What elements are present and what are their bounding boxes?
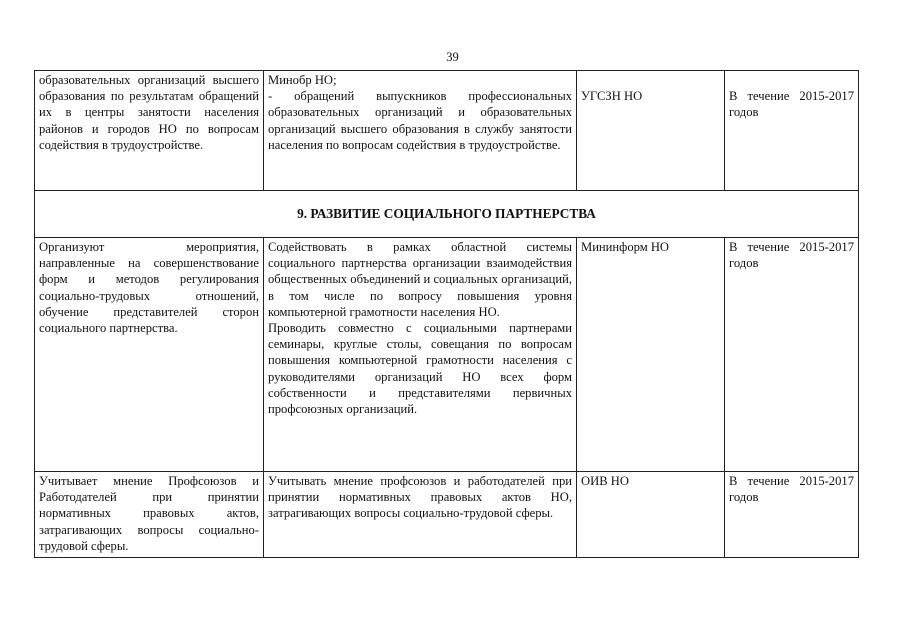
executor-text: ОИВ НО (581, 474, 629, 488)
executor-text: Мининформ НО (581, 240, 670, 254)
table-cell-measure (264, 238, 577, 472)
measure-text-line1: Минобр НО; (268, 73, 337, 87)
table-row (35, 71, 859, 191)
table-cell-deadline (725, 71, 859, 191)
activity-text: Учитывает мнение Профсоюзов и Работодателей при принятии нормативных правовых актов, затрагивающих вопросы социально-трудовой сферы. (39, 474, 259, 553)
deadline-text: В течение 2015-2017 годов (729, 89, 854, 120)
measure-text-line2: - обращений выпускников профессиональных образовательных организаций и образовательных организаций высшего образования в службу занятости населения по вопросам содействия в трудоустройстве. (268, 89, 572, 152)
table-cell-measure (264, 71, 577, 191)
section-heading: 9. РАЗВИТИЕ СОЦИАЛЬНОГО ПАРТНЕРСТВА (35, 191, 859, 238)
table-cell-deadline (725, 472, 859, 558)
table-row (35, 472, 859, 558)
deadline-text: В течение 2015-2017 годов (729, 240, 854, 271)
executor-text: УГСЗН НО (581, 89, 643, 103)
table-cell-executor (577, 71, 725, 191)
table-cell-measure (264, 472, 577, 558)
measure-text: Учитывать мнение профсоюзов и работодателей при принятии нормативных правовых актов НО, затрагивающих вопросы социально-трудовой сферы. (268, 474, 572, 521)
activity-text: Организуют мероприятия, направленные на совершенствование форм и методов регулирования социально-трудовых отношений, обучение представителей сторон социального партнерства. (39, 240, 259, 336)
table-cell-activity (35, 71, 264, 191)
section-row (35, 191, 859, 238)
measure-text-part1: Содействовать в рамках областной системы социального партнерства организации взаимодействия общественных объединений и социальных организаций, в том числе по вопросу повышения уровня компьютерной грамотности населения НО. (268, 240, 572, 319)
table-cell-activity (35, 472, 264, 558)
measure-text-part2: Проводить совместно с социальными партнерами семинары, круглые столы, совещания по вопросам повышения компьютерной грамотности населения с руководителями организаций НО всех форм собственности и представителями первичных профсоюзных организаций. (268, 321, 572, 417)
table-cell-activity (35, 238, 264, 472)
table-row (35, 238, 859, 472)
table-cell-executor (577, 472, 725, 558)
activity-text: образовательных организаций высшего образования по результатам обращений их в центры занятости населения районов и городов НО по вопросам содействия в трудоустройстве. (39, 73, 259, 152)
page-number: 39 (446, 50, 459, 64)
table-cell-executor (577, 238, 725, 472)
measures-table (34, 70, 859, 558)
deadline-text: В течение 2015-2017 годов (729, 474, 854, 505)
table-cell-deadline (725, 238, 859, 472)
